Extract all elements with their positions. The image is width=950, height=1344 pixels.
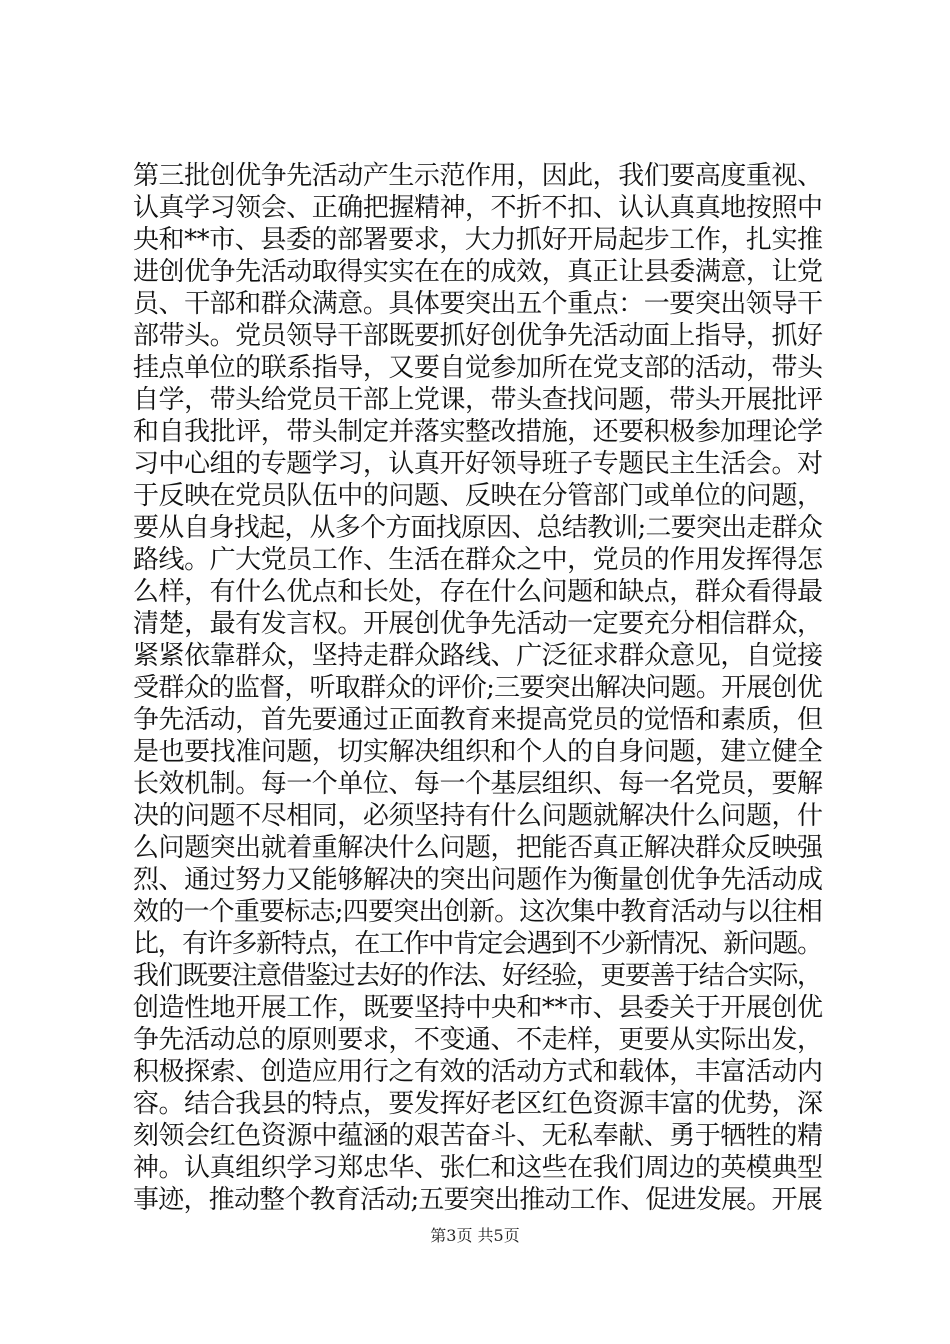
text-line: 清楚，最有发言权。开展创优争先活动一定要充分相信群众， [133,609,823,639]
text-line: 央和**市、县委的部署要求，大力抓好开局起步工作，扎实推 [133,225,823,255]
text-line: 事迹，推动整个教育活动;五要突出推动工作、促进发展。开展 [133,1185,822,1215]
text-line: 挂点单位的联系指导，又要自觉参加所在党支部的活动，带头 [133,353,823,383]
text-line: 于反映在党员队伍中的问题、反映在分管部门或单位的问题， [133,481,823,511]
text-line: 创造性地开展工作，既要坚持中央和**市、县委关于开展创优 [133,993,823,1023]
text-line: 是也要找准问题，切实解决组织和个人的自身问题，建立健全 [133,737,823,767]
text-line: 容。结合我县的特点，要发挥好老区红色资源丰富的优势，深 [133,1089,823,1119]
text-line: 我们既要注意借鉴过去好的作法、好经验，更要善于结合实际， [133,961,822,991]
text-line: 么样，有什么优点和长处，存在什么问题和缺点，群众看得最 [133,577,823,607]
text-line: 要从自身找起，从多个方面找原因、总结教训;二要突出走群众 [133,513,822,543]
page-number-footer: 第3页 共5页 [430,1226,520,1245]
text-line: 紧紧依靠群众，坚持走群众路线、广泛征求群众意见，自觉接 [133,641,823,671]
text-line: 比，有许多新特点，在工作中肯定会遇到不少新情况、新问题。 [133,929,822,959]
text-line: 部带头。党员领导干部既要抓好创优争先活动面上指导，抓好 [133,321,823,351]
text-line: 积极探索、创造应用行之有效的活动方式和载体，丰富活动内 [133,1057,823,1087]
text-line: 效的一个重要标志;四要突出创新。这次集中教育活动与以往相 [133,897,822,927]
text-line: 认真学习领会、正确把握精神，不折不扣、认认真真地按照中 [133,193,823,223]
text-line: 员、干部和群众满意。具体要突出五个重点：一要突出领导干 [133,289,823,319]
text-line: 进创优争先活动取得实实在在的成效，真正让县委满意，让党 [133,257,823,287]
text-line: 第三批创优争先活动产生示范作用，因此，我们要高度重视、 [133,161,823,191]
text-line: 争先活动，首先要通过正面教育来提高党员的觉悟和素质，但 [133,705,823,735]
body-text [133,160,823,1216]
text-line: 习中心组的专题学习，认真开好领导班子专题民主生活会。对 [133,449,823,479]
text-line: 争先活动总的原则要求，不变通、不走样，更要从实际出发， [133,1025,823,1055]
text-line: 决的问题不尽相同，必须坚持有什么问题就解决什么问题，什 [133,801,823,831]
text-line: 和自我批评，带头制定并落实整改措施，还要积极参加理论学 [133,417,823,447]
text-line: 刻领会红色资源中蕴涵的艰苦奋斗、无私奉献、勇于牺牲的精 [133,1121,823,1151]
text-line: 长效机制。每一个单位、每一个基层组织、每一名党员，要解 [133,769,823,799]
text-line: 路线。广大党员工作、生活在群众之中，党员的作用发挥得怎 [133,545,823,575]
text-line: 自学，带头给党员干部上党课，带头查找问题，带头开展批评 [133,385,823,415]
text-line: 神。认真组织学习郑忠华、张仁和这些在我们周边的英模典型 [133,1153,823,1183]
text-line: 烈、通过努力又能够解决的突出问题作为衡量创优争先活动成 [133,865,823,895]
text-line: 么问题突出就着重解决什么问题，把能否真正解决群众反映强 [133,833,823,863]
text-line: 受群众的监督，听取群众的评价;三要突出解决问题。开展创优 [133,673,822,703]
